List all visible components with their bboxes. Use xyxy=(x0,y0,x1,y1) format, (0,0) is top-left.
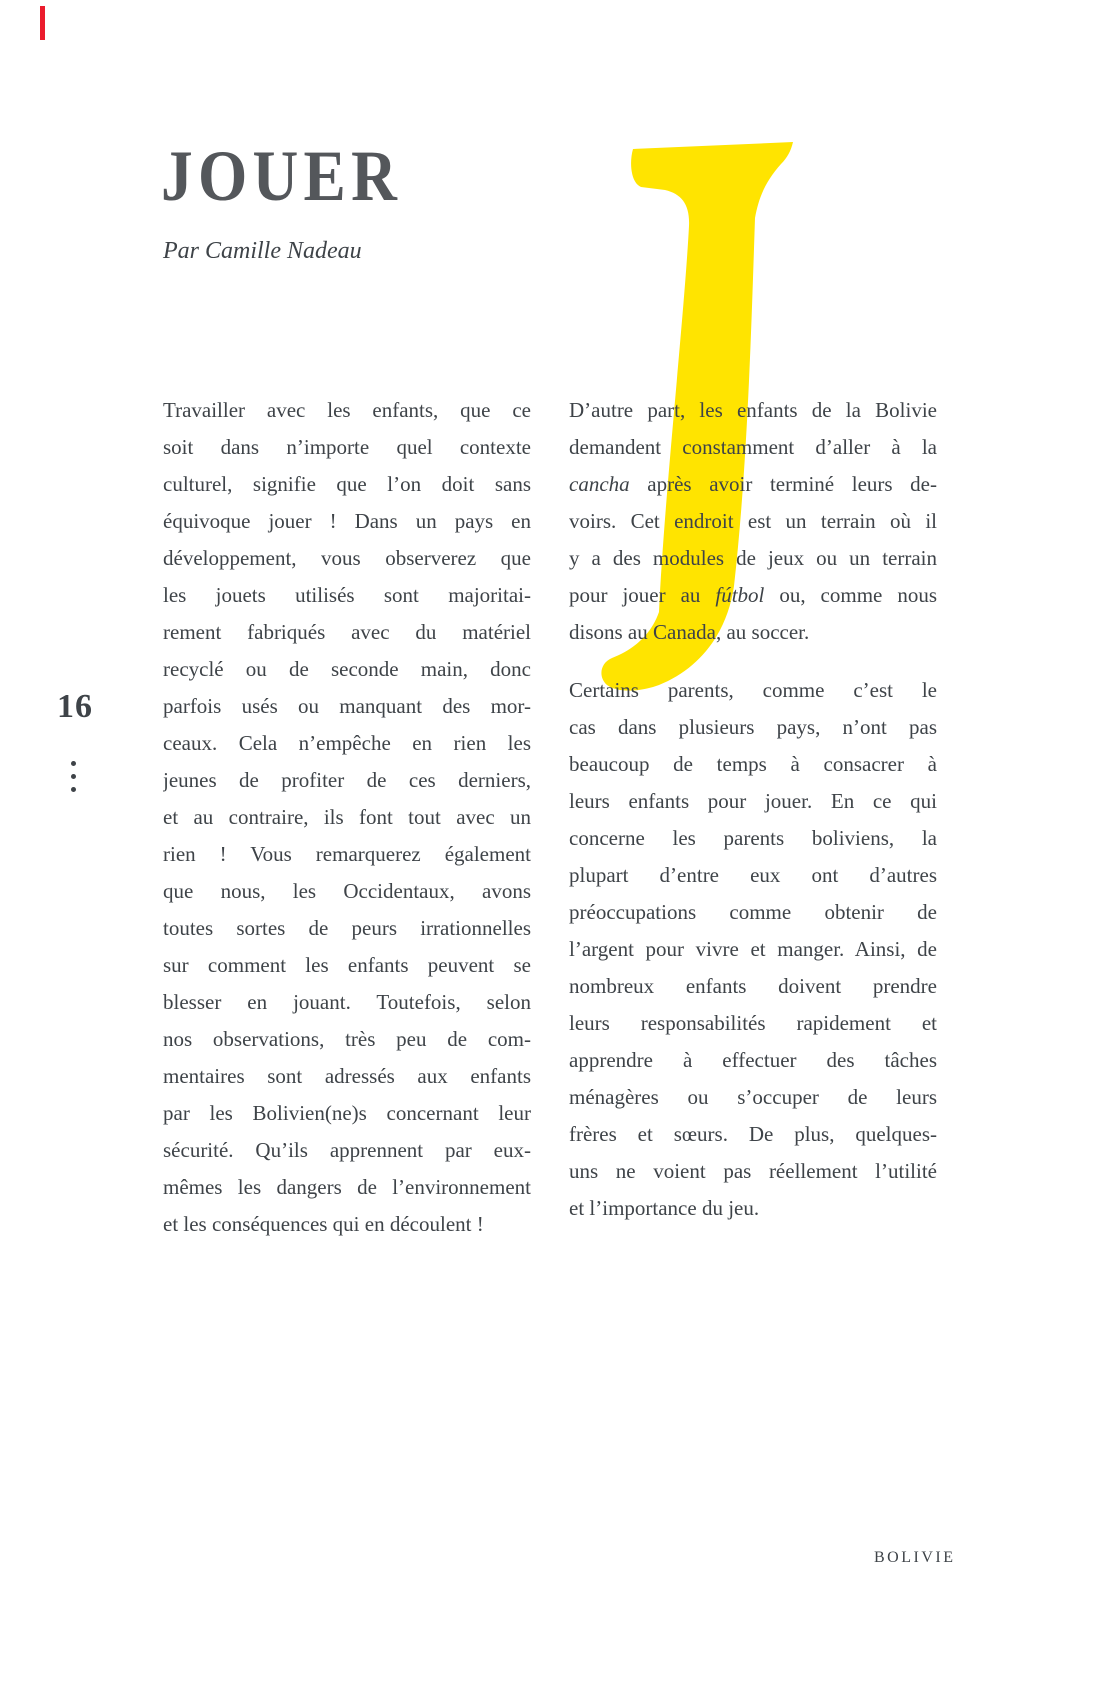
text-line: rement fabriqués avec du matériel xyxy=(163,620,531,644)
text-line: y a des modules de jeux ou un terrain xyxy=(569,546,937,570)
text-line: préoccupations comme obtenir de xyxy=(569,900,937,924)
text-line: mêmes les dangers de l’environnement xyxy=(163,1175,531,1199)
text-line: ceaux. Cela n’empêche en rien les xyxy=(163,731,531,755)
footer-section-label: BOLIVIE xyxy=(874,1549,956,1566)
text-line: et les conséquences qui en découlent ! xyxy=(163,1212,484,1236)
column-right xyxy=(569,392,937,1248)
text-line: rien ! Vous remarquerez également xyxy=(163,842,531,866)
text-line: beaucoup de temps à consacrer à xyxy=(569,752,937,776)
text-line: parfois usés ou manquant des mor- xyxy=(163,694,531,718)
text-line: blesser en jouant. Toutefois, selon xyxy=(163,990,531,1014)
text-line: disons au Canada, au soccer. xyxy=(569,620,810,644)
dot-icon xyxy=(71,774,76,779)
text-line: Travailler avec les enfants, que ce xyxy=(163,398,531,422)
text-line: pour jouer au fútbol ou, comme nous xyxy=(569,583,937,607)
paragraph xyxy=(569,392,937,651)
red-trim-mark xyxy=(40,6,45,40)
article-byline: Par Camille Nadeau xyxy=(163,238,362,264)
text-line: mentaires sont adressés aux enfants xyxy=(163,1064,531,1088)
text-line: frères et sœurs. De plus, quelques- xyxy=(569,1122,937,1146)
dot-icon xyxy=(71,761,76,766)
text-line: D’autre part, les enfants de la Bolivie xyxy=(569,398,937,422)
text-line: culturel, signifie que l’on doit sans xyxy=(163,472,531,496)
dot-icon xyxy=(71,787,76,792)
article-title: JOUER xyxy=(161,136,403,216)
text-line: ménagères ou s’occuper de leurs xyxy=(569,1085,937,1109)
paragraph xyxy=(163,392,531,1243)
text-line: équivoque jouer ! Dans un pays en xyxy=(163,509,531,533)
text-line: les jouets utilisés sont majoritai- xyxy=(163,583,531,607)
paragraph xyxy=(569,672,937,1227)
text-line: que nous, les Occidentaux, avons xyxy=(163,879,531,903)
text-line: par les Bolivien(ne)s concernant leur xyxy=(163,1101,531,1125)
text-line: développement, vous observerez que xyxy=(163,546,531,570)
text-line: et au contraire, ils font tout avec un xyxy=(163,805,531,829)
text-line: plupart d’entre eux ont d’autres xyxy=(569,863,937,887)
text-line: cancha après avoir terminé leurs de- xyxy=(569,472,937,496)
text-line: leurs responsabilités rapidement et xyxy=(569,1011,937,1035)
text-line: cas dans plusieurs pays, n’ont pas xyxy=(569,715,937,739)
text-line: et l’importance du jeu. xyxy=(569,1196,760,1220)
text-line: apprendre à effectuer des tâches xyxy=(569,1048,937,1072)
text-line: nos observations, très peu de com- xyxy=(163,1027,531,1051)
text-line: uns ne voient pas réellement l’utilité xyxy=(569,1159,937,1183)
text-line: toutes sortes de peurs irrationnelles xyxy=(163,916,531,940)
text-line: recyclé ou de seconde main, donc xyxy=(163,657,531,681)
text-line: soit dans n’importe quel contexte xyxy=(163,435,531,459)
column-left xyxy=(163,392,531,1264)
text-line: Certains parents, comme c’est le xyxy=(569,678,937,702)
text-line: demandent constamment d’aller à la xyxy=(569,435,937,459)
page-number: 16 xyxy=(57,688,93,725)
text-line: l’argent pour vivre et manger. Ainsi, de xyxy=(569,937,937,961)
text-line: jeunes de profiter de ces derniers, xyxy=(163,768,531,792)
text-line: sur comment les enfants peuvent se xyxy=(163,953,531,977)
text-line: nombreux enfants doivent prendre xyxy=(569,974,937,998)
text-line: leurs enfants pour jouer. En ce qui xyxy=(569,789,937,813)
dots-ornament xyxy=(71,761,76,800)
text-line: concerne les parents boliviens, la xyxy=(569,826,937,850)
text-line: sécurité. Qu’ils apprennent par eux- xyxy=(163,1138,531,1162)
text-line: voirs. Cet endroit est un terrain où il xyxy=(569,509,937,533)
